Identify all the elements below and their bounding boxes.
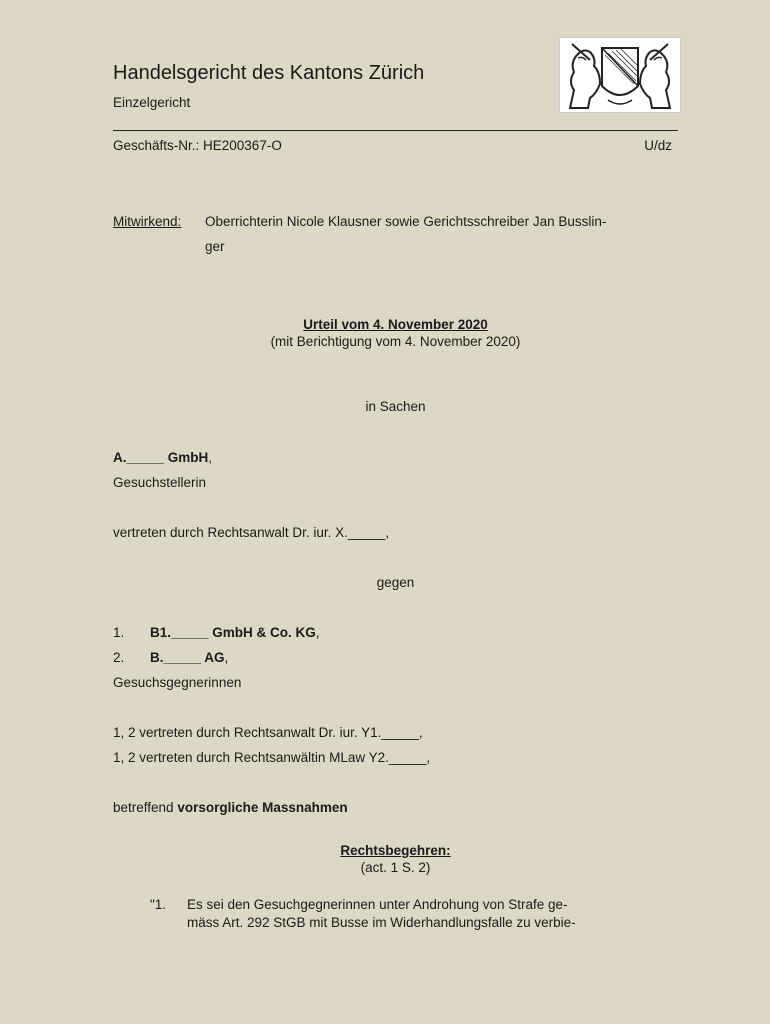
judgment-title: Urteil vom 4. November 2020 bbox=[303, 317, 488, 332]
respondent-1 bbox=[150, 620, 320, 645]
respondents-representation-1: 1, 2 vertreten durch Rechtsanwalt Dr. iur. Y1._____, bbox=[113, 725, 423, 740]
respondent-item bbox=[113, 620, 124, 645]
subject-line bbox=[113, 795, 348, 820]
clerk-initials: U/dz bbox=[644, 138, 672, 153]
claim-number: "1. bbox=[150, 897, 167, 912]
applicant-name: A._____ GmbH bbox=[113, 450, 209, 465]
case-number: Geschäfts-Nr.: HE200367-O bbox=[113, 138, 282, 153]
applicant-representation: vertreten durch Rechtsanwalt Dr. iur. X._____, bbox=[113, 525, 390, 540]
respondent-suffix: , bbox=[224, 650, 229, 665]
gegen: gegen bbox=[376, 575, 415, 590]
claim-line-2: mäss Art. 292 StGB mit Busse im Widerhandlungsfalle zu verbie- bbox=[187, 915, 576, 930]
respondent-name: B._____ AG bbox=[150, 650, 225, 665]
respondent-item bbox=[113, 645, 124, 670]
respondent-suffix: , bbox=[315, 625, 320, 640]
court-division: Einzelgericht bbox=[113, 95, 191, 110]
applicant-suffix: , bbox=[208, 450, 213, 465]
applicant-line bbox=[113, 445, 212, 470]
respondent-number: 1. bbox=[113, 625, 125, 640]
claim-line-1: Es sei den Gesuchgegnerinnen unter Androhung von Strafe ge- bbox=[187, 897, 568, 912]
subject-prefix: betreffend bbox=[113, 800, 178, 815]
coat-of-arms-logo bbox=[559, 37, 681, 113]
claims-heading: Rechtsbegehren: bbox=[340, 843, 451, 858]
participants-line-2: ger bbox=[205, 239, 225, 254]
in-sachen: in Sachen bbox=[365, 399, 426, 414]
respondents-role: Gesuchsgegnerinnen bbox=[113, 675, 242, 690]
respondent-name: B1._____ GmbH & Co. KG bbox=[150, 625, 316, 640]
court-title: Handelsgericht des Kantons Zürich bbox=[113, 62, 425, 84]
judgment-subtitle: (mit Berichtigung vom 4. November 2020) bbox=[270, 334, 521, 349]
zurich-lions-crest-icon bbox=[560, 38, 680, 112]
subject-matter: vorsorgliche Massnahmen bbox=[177, 800, 348, 815]
respondent-2 bbox=[150, 645, 228, 670]
respondent-number: 2. bbox=[113, 650, 125, 665]
claims-reference: (act. 1 S. 2) bbox=[360, 860, 431, 875]
header-divider bbox=[113, 130, 678, 131]
respondents-representation-2: 1, 2 vertreten durch Rechtsanwältin MLaw Y2._____, bbox=[113, 750, 431, 765]
applicant-role: Gesuchstellerin bbox=[113, 475, 207, 490]
participants-label: Mitwirkend: bbox=[113, 214, 182, 229]
participants-line-1: Oberrichterin Nicole Klausner sowie Gerichtsschreiber Jan Busslin- bbox=[205, 214, 607, 229]
